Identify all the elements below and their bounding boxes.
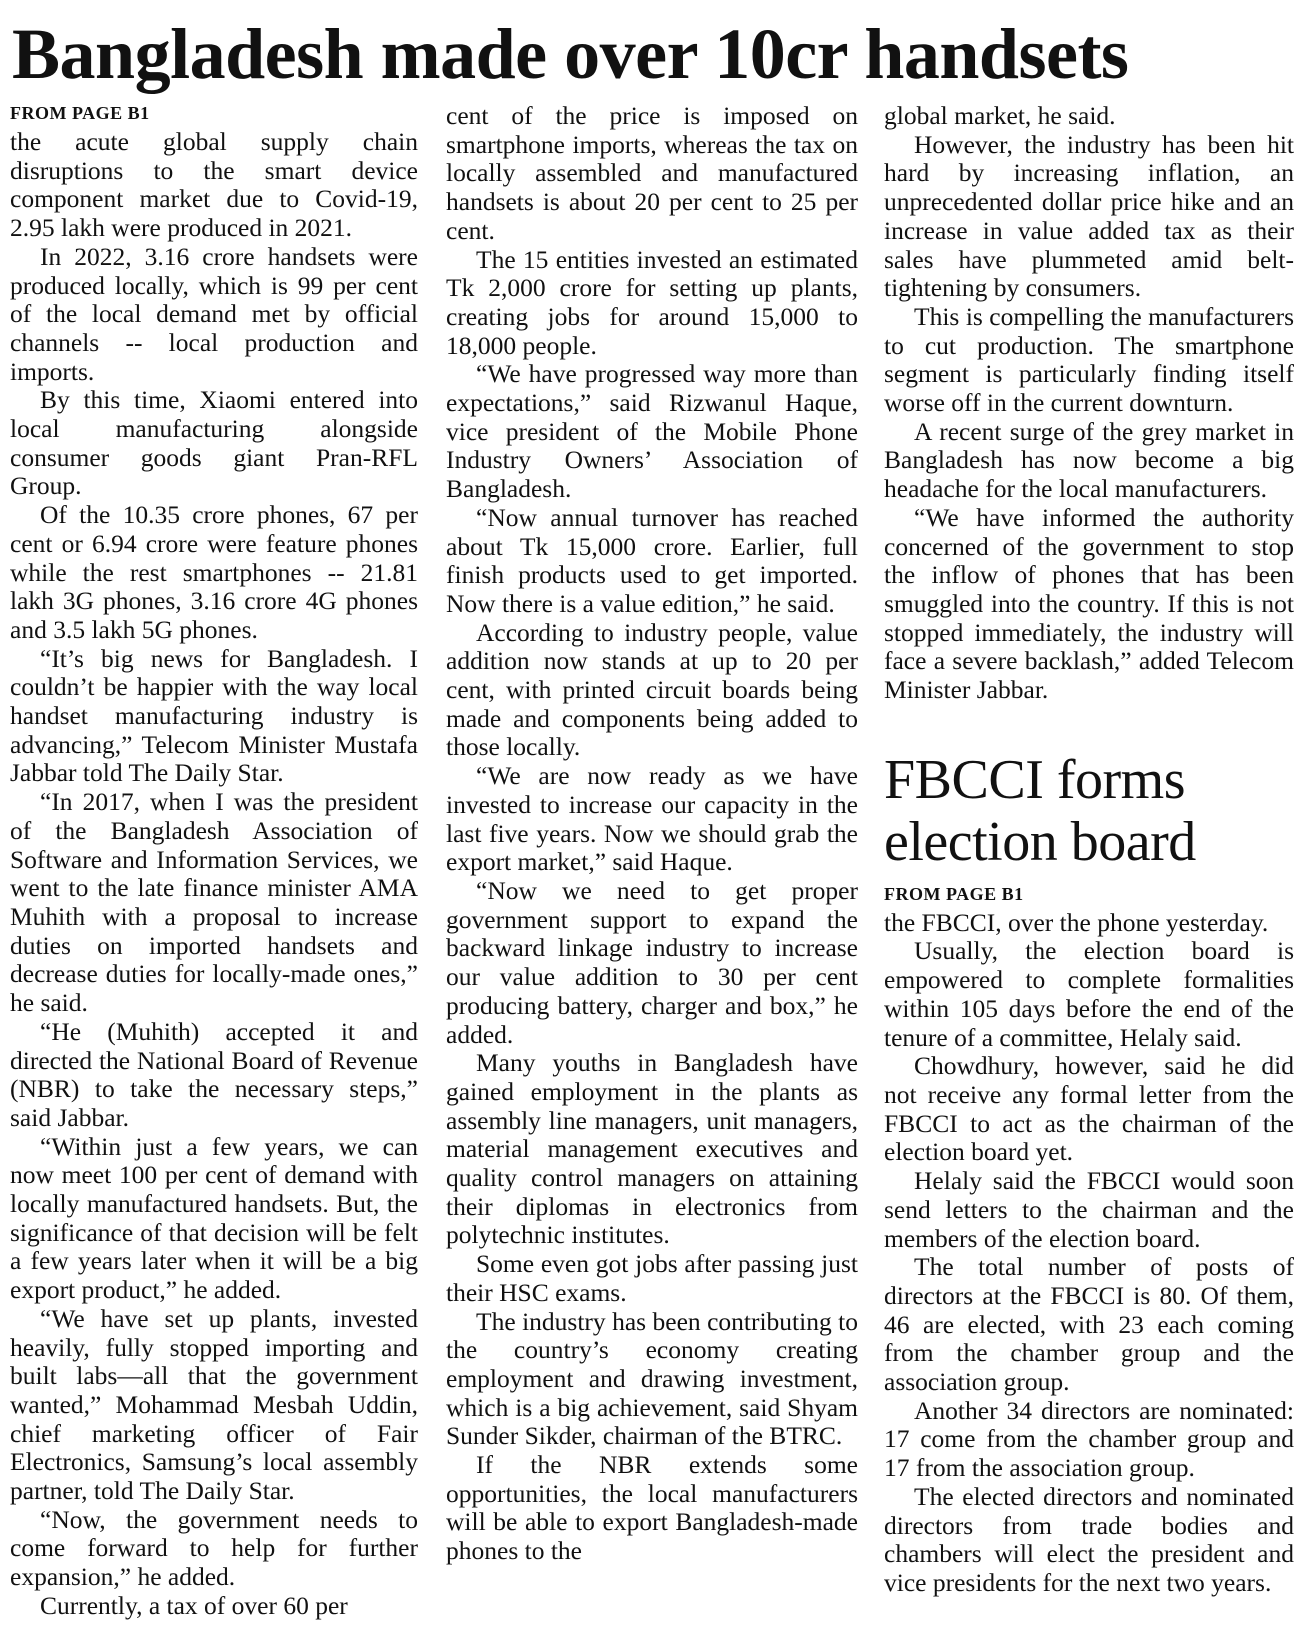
- article-headline: Bangladesh made over 10cr handsets: [12, 14, 1129, 94]
- paragraph: “Now, the government needs to come forward to help for further expansion,” he added.: [10, 1504, 418, 1592]
- paragraph: The industry has been contributing to the country’s economy creating employment and drawing investment, which is a big achievement, said Shyam Sunder Sikder, chairman of the BTRC.: [446, 1306, 858, 1451]
- paragraph: By this time, Xiaomi entered into local manufacturing alongside consumer goods giant Pran-RFL Group.: [10, 385, 418, 501]
- paragraph: Usually, the election board is empowered to complete formalities within 105 days before the end of the tenure of a committee, Helaly said.: [884, 936, 1294, 1052]
- article-column-3: [884, 102, 1294, 1598]
- paragraph: Currently, a tax of over 60 per: [40, 1590, 348, 1620]
- paragraph: “He (Muhith) accepted it and directed the National Board of Revenue (NBR) to take the necessary steps,” said Jabbar.: [10, 1016, 418, 1132]
- paragraph: Chowdhury, however, said he did not receive any formal letter from the FBCCI to act as the chairman of the election board yet.: [884, 1051, 1294, 1167]
- article-column-1: [10, 102, 418, 1621]
- paragraph: “Now annual turnover has reached about Tk 15,000 crore. Earlier, full finish products used to get imported. Now there is a value edition,” he said.: [446, 502, 858, 618]
- paragraph: A recent surge of the grey market in Bangladesh has now become a big headache for the local manufacturers.: [884, 416, 1294, 504]
- paragraph: “We are now ready as we have invested to increase our capacity in the last five years. Now we should grab the export market,” said Haque.: [446, 761, 858, 877]
- paragraph: According to industry people, value addition now stands at up to 20 per cent, with printed circuit boards being made and components being added to those locally.: [446, 617, 858, 762]
- paragraph: If the NBR extends some opportunities, the local manufacturers will be able to export Bangladesh-made phones to the: [446, 1450, 858, 1566]
- paragraph: This is compelling the manufacturers to cut production. The smartphone segment is particularly finding itself worse off in the current downturn.: [884, 301, 1294, 418]
- paragraph: Helaly said the FBCCI would soon send letters to the chairman and the members of the election board.: [884, 1166, 1294, 1253]
- paragraph: the FBCCI, over the phone yesterday.: [884, 907, 1269, 937]
- paragraph: The total number of posts of directors at the FBCCI is 80. Of them, 46 are elected, with 23 each coming from the chamber group and the association group.: [884, 1252, 1294, 1397]
- paragraph: Another 34 directors are nominated: 17 come from the chamber group and 17 from the association group.: [884, 1395, 1294, 1483]
- paragraph: “We have informed the authority concerned of the government to stop the inflow of phones that has been smuggled into the country. If this is not stopped immediately, the industry will face a severe backlash,” added Telecom Minister Jabbar.: [884, 502, 1294, 705]
- paragraph: “Within just a few years, we can now meet 100 per cent of demand with locally manufactured handsets. But, the significance of that decision will be felt a few years later when it will be a big export product,” he added.: [10, 1131, 418, 1305]
- paragraph: cent of the price is imposed on smartphone imports, whereas the tax on locally assembled and manufactured handsets is about 20 per cent to 25 per cent.: [446, 101, 858, 245]
- paragraph: Some even got jobs after passing just their HSC exams.: [446, 1249, 858, 1307]
- second-article-headline: FBCCI forms election board: [884, 748, 1196, 873]
- article-kicker: FROM PAGE B1: [10, 103, 150, 123]
- article-column-2: [446, 102, 858, 1566]
- paragraph: global market, he said.: [884, 101, 1116, 130]
- paragraph: In 2022, 3.16 crore handsets were produced locally, which is 99 per cent of the local demand met by official channels -- local production and imports.: [10, 241, 418, 386]
- paragraph: The 15 entities invested an estimated Tk 2,000 crore for setting up plants, creating jobs for around 15,000 to 18,000 people.: [446, 244, 858, 360]
- paragraph: “We have set up plants, invested heavily, fully stopped importing and built labs—all that the government wanted,” Mohammad Mesbah Uddin, chief marketing officer of Fair Electronics, Samsung’s local assembly partner, told The Daily Star.: [10, 1303, 418, 1506]
- paragraph: Many youths in Bangladesh have gained employment in the plants as assembly line managers, unit managers, material management executives and quality control managers on attaining their diplomas in electronics from polytechnic institutes.: [446, 1048, 858, 1250]
- paragraph: “We have progressed way more than expectations,” said Rizwanul Haque, vice president of the Mobile Phone Industry Owners’ Association of Bangladesh.: [446, 359, 858, 504]
- paragraph: Of the 10.35 crore phones, 67 per cent or 6.94 crore were feature phones while the rest smartphones -- 21.81 lakh 3G phones, 3.16 crore 4G phones and 3.5 lakh 5G phones.: [10, 500, 418, 644]
- paragraph: The elected directors and nominated directors from trade bodies and chambers will elect the president and vice presidents for the next two years.: [884, 1481, 1294, 1597]
- paragraph: the acute global supply chain disruptions to the smart device component market due to Covid-19, 2.95 lakh were produced in 2021.: [10, 127, 418, 243]
- paragraph: “It’s big news for Bangladesh. I couldn’t be happier with the way local handset manufacturing industry is advancing,” Telecom Minister Mustafa Jabbar told The Daily Star.: [10, 643, 418, 788]
- second-article-kicker: FROM PAGE B1: [884, 883, 1024, 904]
- paragraph: “In 2017, when I was the president of the Bangladesh Association of Software and Information Services, we went to the late finance minister AMA Muhith with a proposal to increase duties on imported handsets and decrease duties for locally-made ones,” he said.: [10, 787, 418, 1018]
- paragraph: However, the industry has been hit hard by increasing inflation, an unprecedented dollar price hike and an increase in value added tax as their sales have plummeted amid belt-tightening by consumers.: [884, 129, 1294, 303]
- paragraph: “Now we need to get proper government support to expand the backward linkage industry to increase our value addition to 30 per cent producing battery, charger and box,” he added.: [446, 875, 858, 1049]
